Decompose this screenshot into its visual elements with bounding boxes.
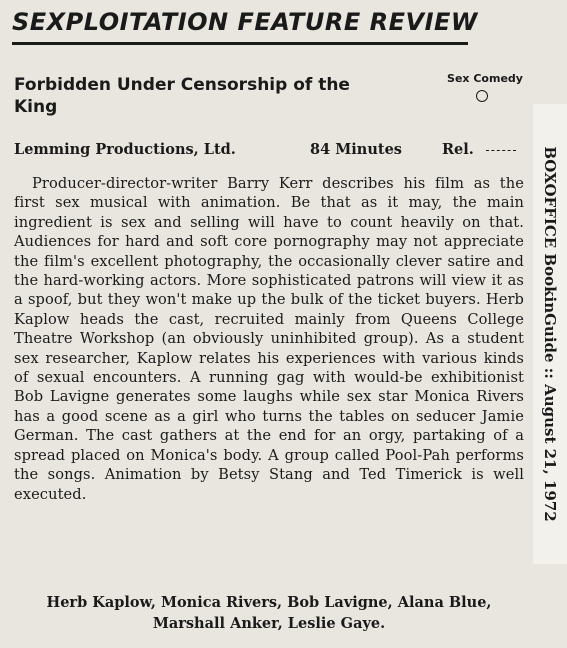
header-rule — [12, 42, 468, 45]
section-header: SEXPLOITATION FEATURE REVIEW — [12, 8, 478, 36]
credits-line — [14, 141, 529, 161]
side-caption: BOXOFFICE BookinGuide :: August 21, 1972 — [541, 146, 559, 522]
genre-label: Sex Comedy — [447, 72, 523, 85]
release-blank — [486, 150, 516, 151]
review-body: Producer-director-writer Barry Kerr describes his film as the first sex musical with animation. Be that as it may, the main ingredient is sex and selling will have to count heavily on that. Audiences for hard and soft core pornography may not appreciate the film's excellent photography, the occasionally clever satire and the hard-working actors. More sophisticated patrons will view it as a spoof, but they won't make up the bulk of the ticket buyers. Herb Kaplow heads the cast, recruited mainly from Queens College Theatre Workshop (an obviously uninhibited group). As a student sex researcher, Kaplow relates his experiences with various kinds of sexual encounters. A running gag with would-be exhibitionist Bob Lavigne generates some laughs while sex star Monica Rivers has a good scene as a girl who turns the tables on seducer Jamie German. The cast gathers at the end for an orgy, partaking of a spread placed on Monica's body. A group called Pool-Pah performs the songs. Animation by Betsy Stang and Ted Timerick is well executed. — [14, 175, 524, 503]
review-title: Forbidden Under Censorship of the King — [14, 75, 350, 117]
rating-circle-icon — [476, 90, 488, 102]
runtime: 84 Minutes — [310, 141, 402, 158]
company-name: Lemming Productions, Ltd. — [14, 141, 236, 158]
cast-list: Herb Kaplow, Monica Rivers, Bob Lavigne, Alana Blue, Marshall Anker, Leslie Gaye. — [46, 594, 492, 632]
release-label: Rel. — [442, 141, 474, 158]
